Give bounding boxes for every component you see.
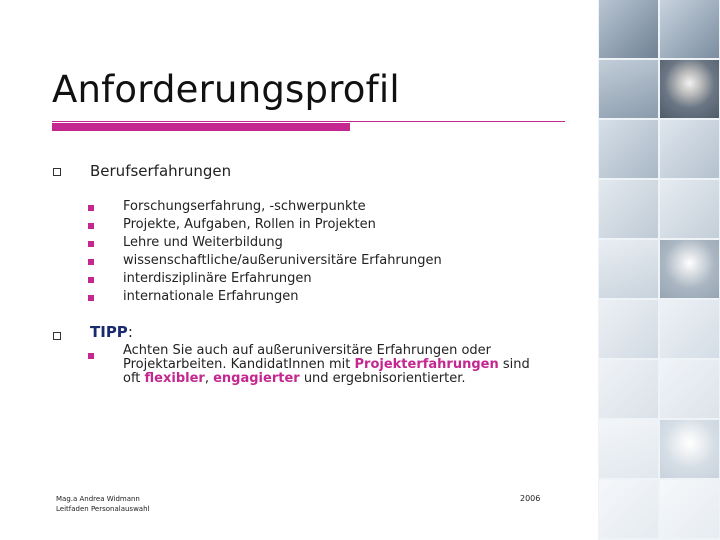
highlight-projekterfahrungen: Projekterfahrungen xyxy=(354,357,499,372)
footer-subtitle: Leitfaden Personalauswahl xyxy=(56,505,150,513)
photo-tile xyxy=(598,120,720,180)
footer-author-block xyxy=(56,494,149,514)
photo-tile xyxy=(598,300,720,360)
square-bullet-icon xyxy=(53,168,61,176)
filled-square-bullet-icon xyxy=(88,353,94,359)
filled-square-bullet-icon xyxy=(88,277,94,283)
filled-square-bullet-icon xyxy=(88,259,94,265)
photo-strip xyxy=(598,0,720,540)
photo-tile xyxy=(598,0,720,60)
photo-tile xyxy=(598,60,720,120)
tipp-colon: : xyxy=(127,323,133,341)
footer-year: 2006 xyxy=(520,494,541,503)
title-underline xyxy=(52,121,565,122)
filled-square-bullet-icon xyxy=(88,241,94,247)
tipp-label: TIPP xyxy=(90,323,128,341)
photo-tile xyxy=(598,180,720,240)
photo-tile xyxy=(598,360,720,420)
filled-square-bullet-icon xyxy=(88,223,94,229)
square-bullet-icon xyxy=(53,332,61,340)
list-item: Projekte, Aufgaben, Rollen in Projekten xyxy=(123,217,376,232)
highlight-engagierter: engagierter xyxy=(213,371,300,386)
filled-square-bullet-icon xyxy=(88,295,94,301)
photo-tile xyxy=(598,420,720,480)
tipp-paragraph xyxy=(123,344,530,386)
section-heading-berufserfahrungen: Berufserfahrungen xyxy=(90,162,232,180)
list-item: internationale Erfahrungen xyxy=(123,289,299,304)
tipp-line-2: Projektarbeiten. KandidatInnen mit Projekterfahrungen sind xyxy=(123,357,530,372)
footer-author: Mag.a Andrea Widmann xyxy=(56,495,140,503)
photo-tile xyxy=(598,240,720,300)
list-item: Forschungserfahrung, -schwerpunkte xyxy=(123,199,366,214)
list-item: wissenschaftliche/außeruniversitäre Erfahrungen xyxy=(123,253,442,268)
slide-title: Anforderungsprofil xyxy=(52,68,400,111)
title-accent-bar xyxy=(52,123,350,131)
section-heading-tipp xyxy=(90,323,133,341)
filled-square-bullet-icon xyxy=(88,205,94,211)
list-item: Lehre und Weiterbildung xyxy=(123,235,283,250)
tipp-line-1: Achten Sie auch auf außeruniversitäre Erfahrungen oder xyxy=(123,343,491,358)
tipp-line-3: oft flexibler, engagierter und ergebnisorientierter. xyxy=(123,371,466,386)
photo-tile xyxy=(598,480,720,540)
list-item: interdisziplinäre Erfahrungen xyxy=(123,271,312,286)
highlight-flexibler: flexibler xyxy=(144,371,205,386)
